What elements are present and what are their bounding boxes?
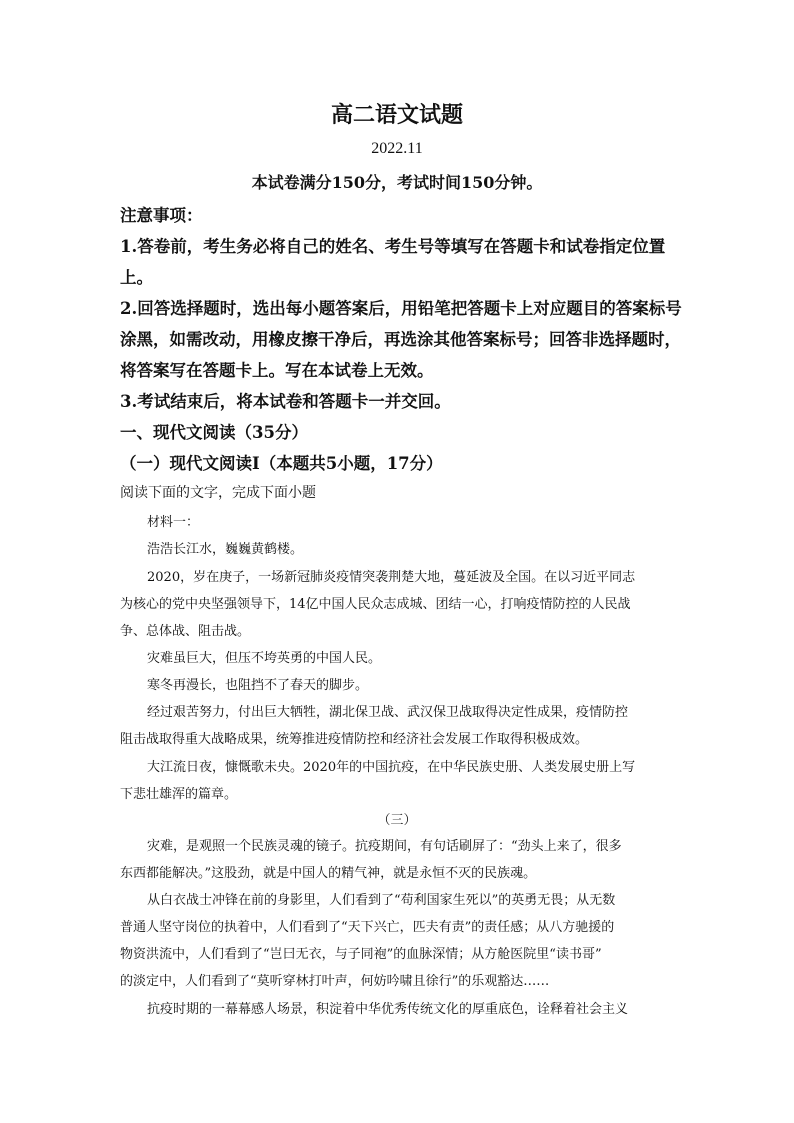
exam-date: 2022.11	[371, 140, 423, 157]
material-line: 抗疫时期的一幕幕感人场景，积淀着中华优秀传统文化的厚重底色，诠释着社会主义	[147, 1002, 629, 1017]
material-line: 灾难，是观照一个民族灵魂的镜子。抗疫期间，有句话刷屏了：“劲头上来了，很多	[147, 839, 622, 854]
material-line: 普通人坚守岗位的执着中，人们看到了“天下兴亡，匹夫有责”的责任感；从八方驰援的	[120, 920, 615, 935]
material-line: 经过艰苦努力，付出巨大牺牲，湖北保卫战、武汉保卫战取得决定性成果，疫情防控	[147, 705, 629, 720]
material-line: 从白衣战士冲锋在前的身影里，人们看到了“苟利国家生死以”的英勇无畏；从无数	[147, 893, 616, 908]
material-line: 大江流日夜，慷慨歌未央。2020年的中国抗疫，在中华民族史册、人类发展史册上写	[147, 760, 636, 775]
material-line: 2020，岁在庚子，一场新冠肺炎疫情突袭荆楚大地，蔓延波及全国。在以习近平同志	[147, 570, 636, 585]
notice-line: 涂黑，如需改动，用橡皮擦干净后，再选涂其他答案标号；回答非选择题时，	[120, 330, 681, 349]
material-line: 寒冬再漫长，也阻挡不了春天的脚步。	[147, 678, 369, 693]
notice-line: 2.回答选择题时，选出每小题答案后，用铅笔把答题卡上对应题目的答案标号	[120, 299, 682, 318]
material-line: 为核心的党中央坚强领导下，14亿中国人民众志成城、团结一心，打响疫情防控的人民战	[120, 597, 631, 612]
notice-line: 1.答卷前，考生务必将自己的姓名、考生号等填写在答题卡和试卷指定位置	[120, 237, 666, 256]
page-title: 高二语文试题	[330, 102, 463, 128]
notice-line: 将答案写在答题卡上。写在本试卷上无效。	[120, 361, 434, 380]
material-line: 东西都能解决。”这股劲，就是中国人的精气神，就是永恒不灭的民族魂。	[120, 866, 537, 881]
section-heading: 一、现代文阅读（35分）	[120, 423, 308, 442]
material-line: 物资洪流中，人们看到了“岂曰无衣，与子同袍”的血脉深情；从方舱医院里“读书哥”	[120, 947, 602, 962]
material-line: 灾难虽巨大，但压不垮英勇的中国人民。	[147, 651, 382, 666]
material-line: 阻击战取得重大战略成果，统筹推进疫情防控和经济社会发展工作取得积极成效。	[120, 732, 589, 747]
exam-description: 本试卷满分150分，考试时间150分钟。	[251, 173, 543, 192]
reading-instruction: 阅读下面的文字，完成下面小题	[120, 485, 316, 501]
material-line: 的淡定中，人们看到了“莫听穿林打叶声，何妨吟啸且徐行”的乐观豁达……	[120, 974, 550, 989]
material-line: 下悲壮雄浑的篇章。	[120, 787, 238, 802]
material-line: 争、总体战、阻击战。	[120, 624, 251, 639]
notice-heading: 注意事项：	[120, 206, 203, 225]
material-label: 材料一：	[147, 515, 200, 530]
notice-line: 上。	[120, 268, 153, 287]
material-line: 浩浩长江水，巍巍黄鹤楼。	[147, 542, 304, 557]
subsection-heading: （一）现代文阅读Ⅰ（本题共5小题，17分）	[120, 454, 443, 473]
section-number: （三）	[377, 813, 417, 828]
notice-line: 3.考试结束后，将本试卷和答题卡一并交回。	[120, 392, 451, 411]
